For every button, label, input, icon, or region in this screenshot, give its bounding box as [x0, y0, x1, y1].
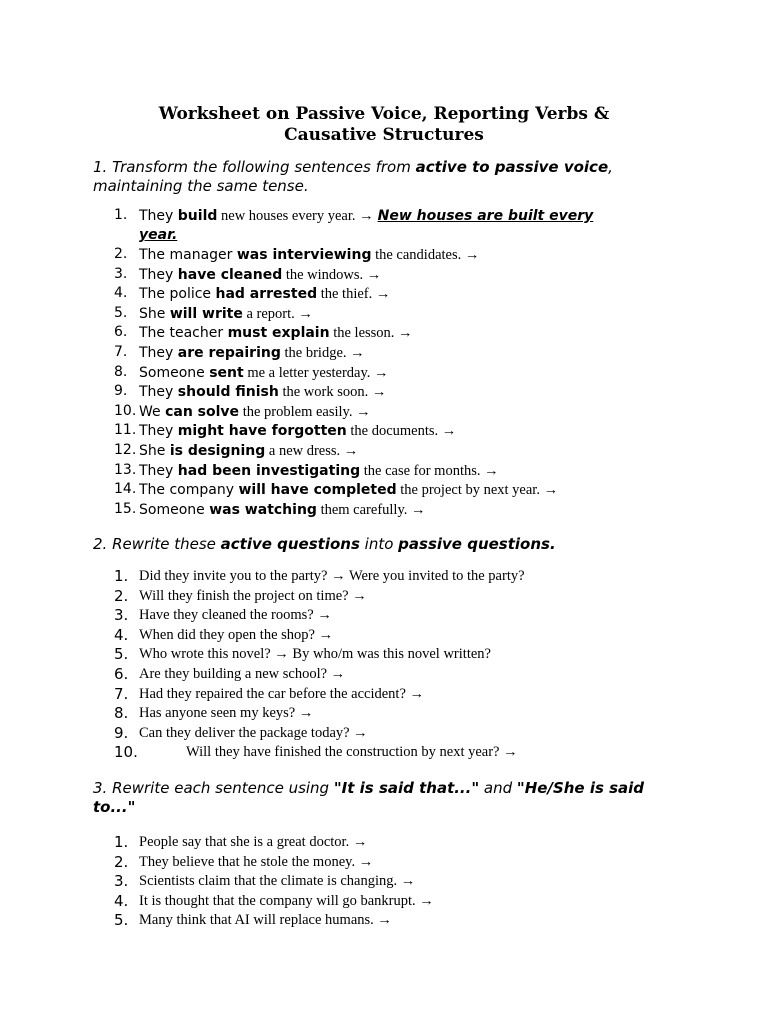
item-number: 14. — [114, 481, 137, 498]
item-rest: the case for months. → — [360, 462, 499, 479]
item-number: 2. — [114, 586, 129, 605]
item-number: 2. — [114, 246, 128, 262]
item-rest: the thief. → — [317, 286, 391, 303]
item-text: Many think that AI will replace humans. → — [139, 912, 392, 929]
item-number: 11. — [114, 422, 137, 439]
item-number: 5. — [114, 304, 128, 321]
section-3-instruction-prefix: 3. Rewrite each sentence using — [93, 779, 334, 797]
item-rest: the documents. → — [346, 423, 457, 440]
item-verb: will have completed — [238, 482, 397, 499]
item-verb: can solve — [165, 403, 240, 420]
item-number: 6. — [114, 324, 128, 341]
item-number: 4. — [114, 625, 129, 644]
item-number: 15. — [114, 500, 137, 517]
item-verb: was watching — [209, 501, 317, 518]
item-rest: the candidates. → — [371, 247, 480, 263]
item-number: 4. — [114, 285, 128, 302]
item-rest: them carefully. → — [316, 501, 426, 518]
item-subject: They — [139, 423, 178, 440]
item-number: 9. — [114, 723, 129, 742]
item-text: Are they building a new school? → — [139, 665, 346, 682]
item-text: Did they invite you to the party? → Were you invited to the party? — [139, 568, 525, 584]
item-subject: The manager — [139, 247, 237, 263]
item-text: Had they repaired the car before the accident? → — [139, 685, 425, 702]
item-subject: She — [139, 442, 170, 459]
section-2-instruction-bold-1: active questions — [220, 535, 360, 553]
item-text: Can they deliver the package today? → — [139, 724, 368, 741]
section-2-instruction-prefix: 2. Rewrite these — [93, 535, 221, 553]
item-number: 8. — [114, 363, 128, 380]
section-3-instruction-line-2: to..." — [93, 798, 136, 816]
item-verb: build — [177, 208, 218, 224]
item-subject: They — [139, 384, 178, 401]
item-subject: They — [139, 462, 178, 479]
item-rest: the lesson. → — [329, 325, 413, 342]
section-1-instruction-suffix: , — [608, 158, 613, 176]
item-subject: The teacher — [139, 325, 228, 342]
item-answer-continued: year. — [139, 227, 178, 243]
item-text: Have they cleaned the rooms? → — [139, 607, 332, 624]
item-number: 1. — [114, 207, 128, 223]
item-text: It is thought that the company will go bankrupt. → — [139, 892, 434, 909]
item-rest: the work soon. → — [278, 384, 387, 401]
item-number: 3. — [114, 872, 129, 891]
item-number: 9. — [114, 383, 128, 400]
item-text: When did they open the shop? → — [139, 626, 334, 643]
section-1-instruction — [93, 158, 693, 196]
item-text: Scientists claim that the climate is changing. → — [139, 873, 416, 890]
section-3-instruction-middle: and — [479, 779, 517, 797]
item-number: 10. — [114, 402, 137, 419]
item-verb: must explain — [227, 325, 330, 342]
section-2-instruction — [93, 535, 693, 554]
item-verb: might have forgotten — [177, 423, 347, 440]
item-text: Will they have finished the construction by next year? → — [186, 744, 518, 761]
item-rest: me a letter yesterday. → — [243, 364, 389, 381]
worksheet-title-line-2: Causative Structures — [284, 125, 484, 145]
item-subject: They — [139, 344, 178, 361]
item-answer: New houses are built every — [377, 208, 594, 224]
item-verb: will write — [169, 305, 243, 322]
item-number: 2. — [114, 852, 129, 871]
item-verb: was interviewing — [236, 247, 372, 263]
item-rest: a new dress. → — [265, 442, 359, 459]
item-verb: had arrested — [215, 286, 318, 303]
item-subject: Someone — [139, 501, 210, 518]
section-2-instruction-bold-2: passive questions. — [398, 535, 556, 553]
item-subject: They — [139, 208, 178, 224]
item-rest: new houses every year. → — [217, 208, 374, 224]
item-number: 3. — [114, 606, 129, 625]
worksheet-title-line-1: Worksheet on Passive Voice, Reporting Verbs & — [158, 104, 610, 124]
item-verb: had been investigating — [177, 462, 361, 479]
section-3-instruction — [93, 779, 693, 817]
item-number: 7. — [114, 343, 128, 360]
item-rest: the bridge. → — [280, 344, 365, 361]
item-text: They believe that he stole the money. → — [139, 853, 374, 870]
item-number: 6. — [114, 664, 129, 683]
item-verb: is designing — [169, 442, 266, 459]
item-subject: Someone — [139, 364, 210, 381]
item-rest: a report. → — [242, 305, 313, 322]
item-rest: the windows. → — [282, 266, 382, 283]
item-number: 3. — [114, 265, 128, 282]
item-number: 7. — [114, 684, 129, 703]
item-rest: the project by next year. → — [396, 482, 559, 499]
item-text: People say that she is a great doctor. → — [139, 834, 368, 850]
item-number: 8. — [114, 704, 129, 723]
item-number: 1. — [114, 567, 129, 585]
item-text: Has anyone seen my keys? → — [139, 705, 314, 722]
section-1-instruction-line-2: maintaining the same tense. — [93, 177, 309, 195]
item-subject: They — [139, 266, 178, 283]
item-number: 1. — [114, 833, 129, 851]
item-rest: the problem easily. → — [239, 403, 371, 420]
section-3-instruction-bold-1: "It is said that..." — [333, 779, 480, 797]
item-subject: The company — [139, 482, 239, 499]
item-verb: sent — [209, 364, 244, 381]
item-number: 13. — [114, 461, 137, 478]
item-subject: We — [139, 403, 166, 420]
item-verb: are repairing — [177, 344, 281, 361]
item-number: 10. — [114, 743, 138, 762]
section-2-instruction-middle: into — [359, 535, 399, 553]
section-3-instruction-bold-2: "He/She is said — [516, 779, 645, 797]
item-text: Who wrote this novel? → By who/m was this novel written? — [139, 646, 491, 663]
section-1-instruction-bold: active to passive voice — [415, 158, 609, 176]
item-verb: have cleaned — [177, 266, 283, 283]
item-subject: She — [139, 305, 170, 322]
item-number: 4. — [114, 891, 129, 910]
item-verb: should finish — [177, 384, 279, 401]
item-number: 5. — [114, 645, 129, 664]
item-number: 12. — [114, 441, 137, 458]
section-1-instruction-prefix: 1. Transform the following sentences from — [93, 158, 416, 176]
item-subject: The police — [139, 286, 216, 303]
item-text: Will they finish the project on time? → — [139, 587, 367, 604]
item-number: 5. — [114, 911, 129, 930]
